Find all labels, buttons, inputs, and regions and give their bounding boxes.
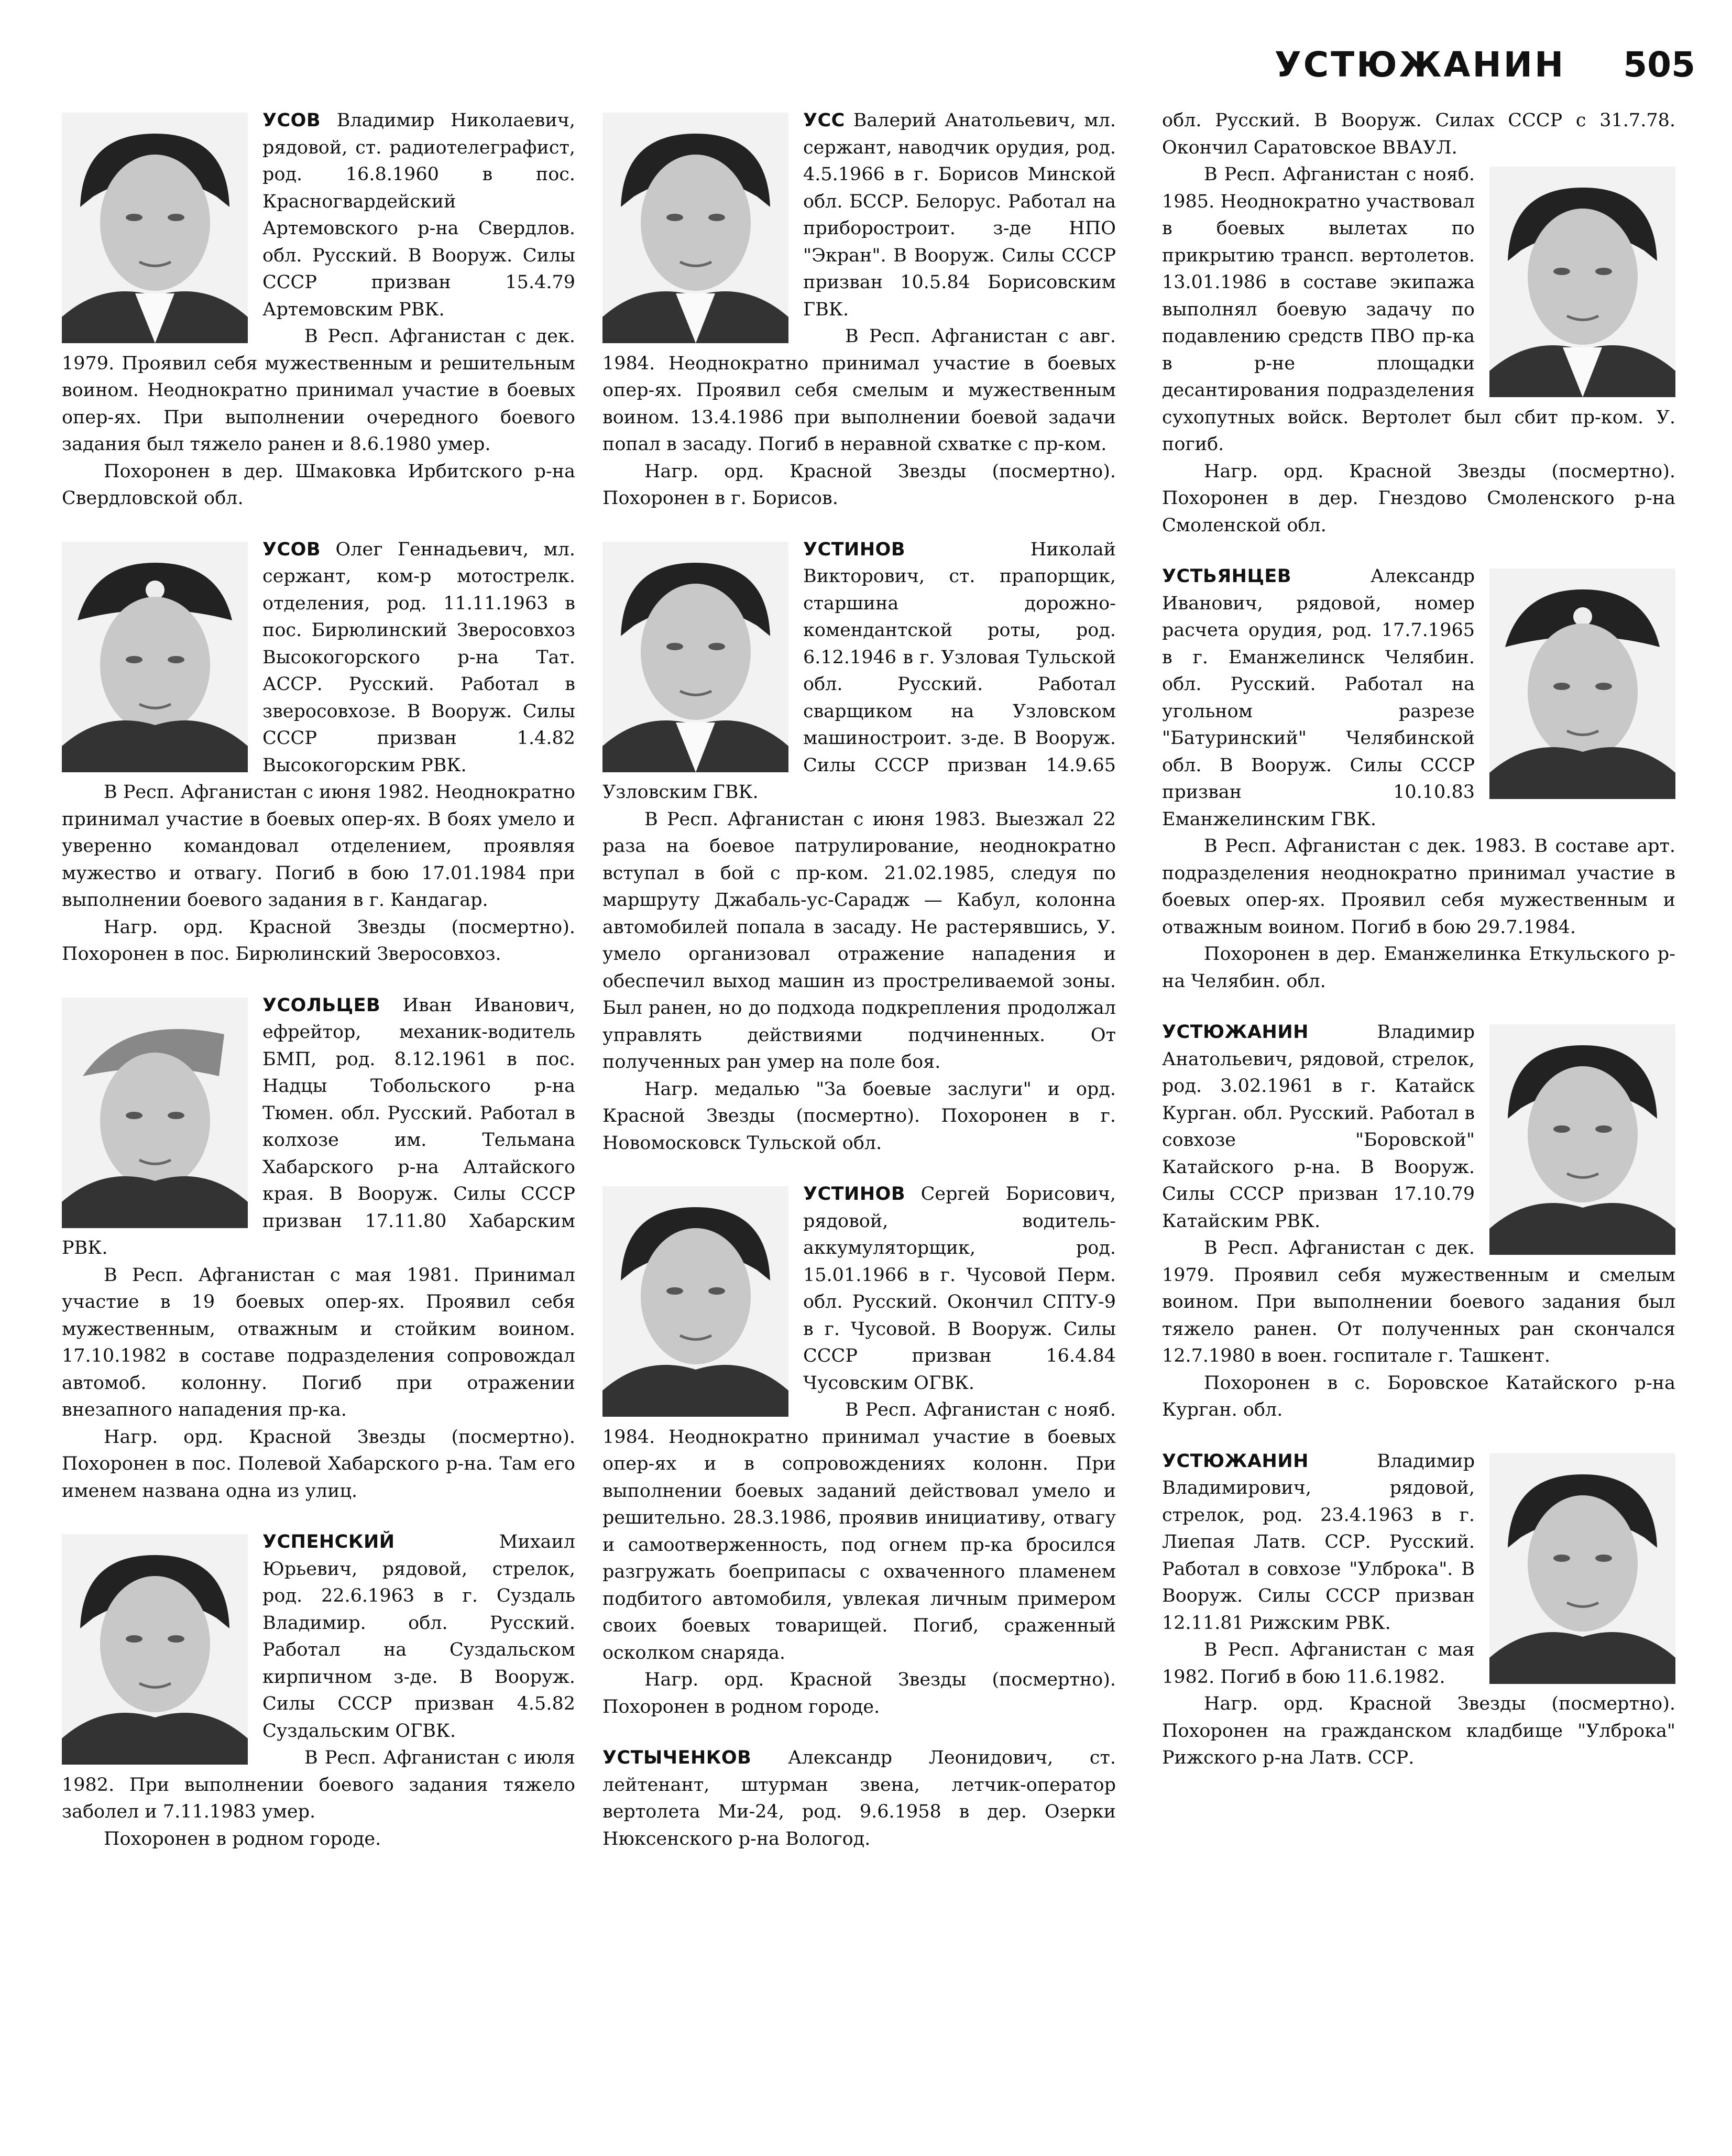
entry-paragraph: В Респ. Афганистан с нояб. 1985. Неоднократно участвовал в боевых вылетах по прикрытию трансп. вертолетов. 13.01.1986 в составе экипажа выполнял боевую задачу по подавлению средств ПВО пр-ка в р-не площадки десантирования подразделения сухопутных войск. Вертолет был сбит пр-ком. У. погиб. xyxy=(1162,164,1675,455)
entry-lead: Владимир Николаевич, рядовой, ст. радиотелеграфист, род. 16.8.1960 в пос. Красногвардейский Артемовского р-на Свердлов. обл. Русский. В Вооруж. Силы СССР призван 15.4.79 Артемовским РВК. xyxy=(262,110,575,320)
page-number: 505 xyxy=(1623,45,1695,85)
entry-paragraph: В Респ. Афганистан с нояб. 1984. Неоднократно принимал участие в боевых опер-ях и в сопровождениях колонн. При выполнении боевых заданий действовал умело и решительно. 28.3.1986, проявив инициативу, отвагу и самоотверженность, под огнем пр-ка бросился разгружать боеприпасы с охваченного пламенем подбитого автомобиля, увлекая личным примером своих боевых товарищей. Погиб, сраженный осколком снаряда. xyxy=(602,1399,1116,1663)
column-2 xyxy=(602,107,1116,1853)
entry-lead: Сергей Борисович, рядовой, водитель-аккумуляторщик, род. 15.01.1966 в г. Чусовой Перм. обл. Русский. Окончил СПТУ-9 в г. Чусовой. В Вооруж. Силы СССР призван 16.4.84 Чусовским ОГВК. xyxy=(803,1184,1116,1394)
portrait-photo xyxy=(602,113,788,343)
entry-burial: Нагр. орд. Красной Звезды (посмертно). Похоронен в пос. Бирюлинский Зверосовхоз. xyxy=(62,916,575,965)
page-header xyxy=(1275,32,1695,85)
portrait-photo xyxy=(602,1186,788,1417)
entry-burial: Нагр. орд. Красной Звезды (посмертно). Похоронен в дер. Гнездово Смоленского р-на Смоленской обл. xyxy=(1162,461,1675,536)
entry-ustinov-nikolay xyxy=(602,537,1116,1157)
entry-paragraph: В Респ. Афганистан с июня 1982. Неоднократно принимал участие в боевых опер-ях. В боях умело и уверенно командовал отделением, проявляя мужество и отвагу. Погиб в бою 17.01.1984 при выполнении боевого задания в г. Кандагар. xyxy=(62,782,575,911)
entry-surname: УСТЫЧЕНКОВ xyxy=(602,1747,752,1768)
portrait-photo xyxy=(1489,1024,1675,1255)
entry-burial: Нагр. орд. Красной Звезды (посмертно). Похоронен в родном городе. xyxy=(602,1669,1116,1717)
portrait-photo xyxy=(602,542,788,772)
entry-paragraph: В Респ. Афганистан с дек. 1983. В составе арт. подразделения неоднократно принимал участие в боевых опер-ях. Проявил себя мужественным и отважным воином. Погиб в бою 29.7.1984. xyxy=(1162,836,1675,938)
portrait-photo xyxy=(62,113,248,343)
entry-burial: Похоронен в дер. Еманжелинка Еткульского р-на Челябин. обл. xyxy=(1162,944,1675,992)
entry-ustychenkov-continued xyxy=(1162,107,1675,539)
entry-ustyuzhanin-vladimir-a xyxy=(1162,1019,1675,1424)
entry-uspensky-mikhail xyxy=(62,1529,575,1853)
column-3 xyxy=(1162,107,1675,1772)
entry-surname: УСОВ xyxy=(262,539,321,560)
entry-paragraph: В Респ. Афганистан с дек. 1979. Проявил себя мужественным и смелым воином. При выполнении боевого задания был тяжело ранен. От полученных ран скончался 12.7.1980 в воен. госпитале г. Ташкент. xyxy=(1162,1238,1675,1366)
entry-burial: Нагр. орд. Красной Звезды (посмертно). Похоронен на гражданском кладбище "Улброка" Рижского р-на Латв. ССР. xyxy=(1162,1693,1675,1768)
entry-burial: Похоронен в с. Боровское Катайского р-на Курган. обл. xyxy=(1162,1372,1675,1420)
portrait-photo xyxy=(62,542,248,772)
entry-lead: обл. Русский. В Вооруж. Силах СССР с 31.7.78. Окончил Саратовское ВВАУЛ. xyxy=(1162,110,1675,158)
entry-paragraph: В Респ. Афганистан с июня 1983. Выезжал 22 раза на боевое патрулирование, неоднократно вступал в бой с пр-ком. 21.02.1985, следуя по маршруту Джабаль-ус-Сарадж — Кабул, колонна автомобилей попала в засаду. Не растерявшись, У. умело организовал отражение нападения и обеспечил выход машин из простреливаемой зоны. Был ранен, но до подхода подкрепления продолжал управлять действиями подчиненных. От полученных ран умер на поле боя. xyxy=(602,808,1116,1072)
entry-surname: УСС xyxy=(803,110,845,131)
entry-burial: Нагр. орд. Красной Звезды (посмертно). Похоронен в пос. Полевой Хабарского р-на. Там его именем названа одна из улиц. xyxy=(62,1426,575,1502)
entry-ustinov-sergey xyxy=(602,1181,1116,1721)
entry-usov-vladimir xyxy=(62,107,575,512)
entry-surname: УСТЬЯНЦЕВ xyxy=(1162,566,1292,587)
entry-burial: Похоронен в родном городе. xyxy=(104,1828,381,1849)
portrait-photo xyxy=(62,998,248,1228)
entry-surname: УСТЮЖАНИН xyxy=(1162,1022,1309,1043)
entry-lead: Александр Иванович, рядовой, номер расчета орудия, род. 17.7.1965 в г. Еманжелинск Челябин. обл. Русский. Работал на угольном разрезе "Батуринский" Челябинской обл. В Вооруж. Силы СССР призван 10.10.83 Еманжелинским ГВК. xyxy=(1162,566,1475,830)
entry-ustyantsev-alexander xyxy=(1162,563,1675,995)
running-title: УСТЮЖАНИН xyxy=(1274,45,1566,85)
entry-lead: Олег Геннадьевич, мл. сержант, ком-р мотострелк. отделения, род. 11.11.1963 в пос. Бирюлинский Зверосовхоз Высокогорского р-на Тат. АССР. Русский. Работал в зверосовхозе. В Вооруж. Силы СССР призван 1.4.82 Высокогорским РВК. xyxy=(262,539,575,776)
entry-burial: Нагр. медалью "За боевые заслуги" и орд. Красной Звезды (посмертно). Похоронен в г. Новомосковск Тульской обл. xyxy=(602,1078,1116,1154)
portrait-photo xyxy=(1489,568,1675,799)
portrait-photo xyxy=(62,1534,248,1765)
column-1 xyxy=(62,107,575,1853)
entry-surname: УСТИНОВ xyxy=(803,1184,906,1205)
entry-lead: Валерий Анатольевич, мл. сержант, наводчик орудия, род. 4.5.1966 в г. Борисов Минской обл. БССР. Белорус. Работал на приборостроит. з-де НПО "Экран". В Вооруж. Силы СССР призван 10.5.84 Борисовским ГВК. xyxy=(803,110,1116,320)
portrait-photo xyxy=(1489,1453,1675,1684)
entry-surname: УСТЮЖАНИН xyxy=(1162,1450,1309,1472)
entry-paragraph: В Респ. Афганистан с авг. 1984. Неоднократно принимал участие в боевых опер-ях. Проявил себя смелым и мужественным воином. 13.4.1986 при выполнении боевой задачи попал в засаду. Погиб в неравной схватке с пр-ком. xyxy=(602,326,1116,455)
entry-ustychenkov-alexander xyxy=(602,1745,1116,1853)
entry-surname: УСОЛЬЦЕВ xyxy=(262,994,381,1016)
entry-lead: Владимир Анатольевич, рядовой, стрелок, род. 3.02.1961 в г. Катайск Курган. обл. Русский. Работал в совхозе "Боровской" Катайского р-на. В Вооруж. Силы СССР призван 17.10.79 Катайским РВК. xyxy=(1162,1022,1475,1232)
entry-lead: Иван Иванович, ефрейтор, механик-водитель БМП, род. 8.12.1961 в пос. Надцы Тобольского р-на Тюмен. обл. Русский. Работал в колхозе им. Тельмана Хабарского р-на Алтайского края. В Вооруж. Силы СССР призван 17.11.80 Хабарским РВК. xyxy=(62,994,575,1258)
entry-usoltsev-ivan xyxy=(62,992,575,1505)
entry-burial: Похоронен в дер. Шмаковка Ирбитского р-на Свердловской обл. xyxy=(62,461,575,509)
entry-lead: Николай Викторович, ст. прапорщик, старшина дорожно-комендантской роты, род. 6.12.1946 в г. Узловая Тульской обл. Русский. Работал сварщиком на Узловском машиностроит. з-де. В Вооруж. Силы СССР призван 14.9.65 Узловским ГВК. xyxy=(602,539,1116,803)
entry-surname: УСОВ xyxy=(262,110,321,131)
entry-surname: УСТИНОВ xyxy=(803,539,906,560)
entry-usov-oleg xyxy=(62,537,575,968)
entry-burial: Нагр. орд. Красной Звезды (посмертно). Похоронен в г. Борисов. xyxy=(602,461,1116,509)
portrait-photo xyxy=(1489,167,1675,397)
entry-surname: УСПЕНСКИЙ xyxy=(262,1531,395,1552)
entry-lead: Михаил Юрьевич, рядовой, стрелок, род. 22.6.1963 в г. Суздаль Владимир. обл. Русский. Работал на Суздальском кирпичном з-де. В Вооруж. Силы СССР призван 4.5.82 Суздальским ОГВК. xyxy=(262,1531,575,1742)
entry-uss-valery xyxy=(602,107,1116,512)
entry-lead: Александр Леонидович, ст. лейтенант, штурман звена, летчик-оператор вертолета Ми-24, род. 9.6.1958 в дер. Озерки Нюксенского р-на Вологод. xyxy=(602,1747,1116,1849)
entry-paragraph: В Респ. Афганистан с июля 1982. При выполнении боевого задания тяжело заболел и 7.11.1983 умер. xyxy=(62,1747,575,1822)
entry-paragraph: В Респ. Афганистан с мая 1982. Погиб в бою 11.6.1982. xyxy=(1162,1639,1475,1688)
entry-paragraph: В Респ. Афганистан с мая 1981. Принимал участие в 19 боевых опер-ях. Проявил себя мужественным, отважным и стойким воином. 17.10.1982 в составе подразделения сопровождал автомоб. колонну. Погиб при отражении внезапного нападения пр-ка. xyxy=(62,1264,575,1420)
entry-paragraph: В Респ. Афганистан с дек. 1979. Проявил себя мужественным и решительным воином. Неоднократно принимал участие в боевых опер-ях. При выполнении очередного боевого задания был тяжело ранен и 8.6.1980 умер. xyxy=(62,326,575,455)
entry-lead: Владимир Владимирович, рядовой, стрелок, род. 23.4.1963 в г. Лиепая Латв. ССР. Русский. Работал в совхозе "Улброка". В Вооруж. Силы СССР призван 12.11.81 Рижским РВК. xyxy=(1162,1450,1475,1634)
entry-ustyuzhanin-vladimir-v xyxy=(1162,1448,1675,1772)
